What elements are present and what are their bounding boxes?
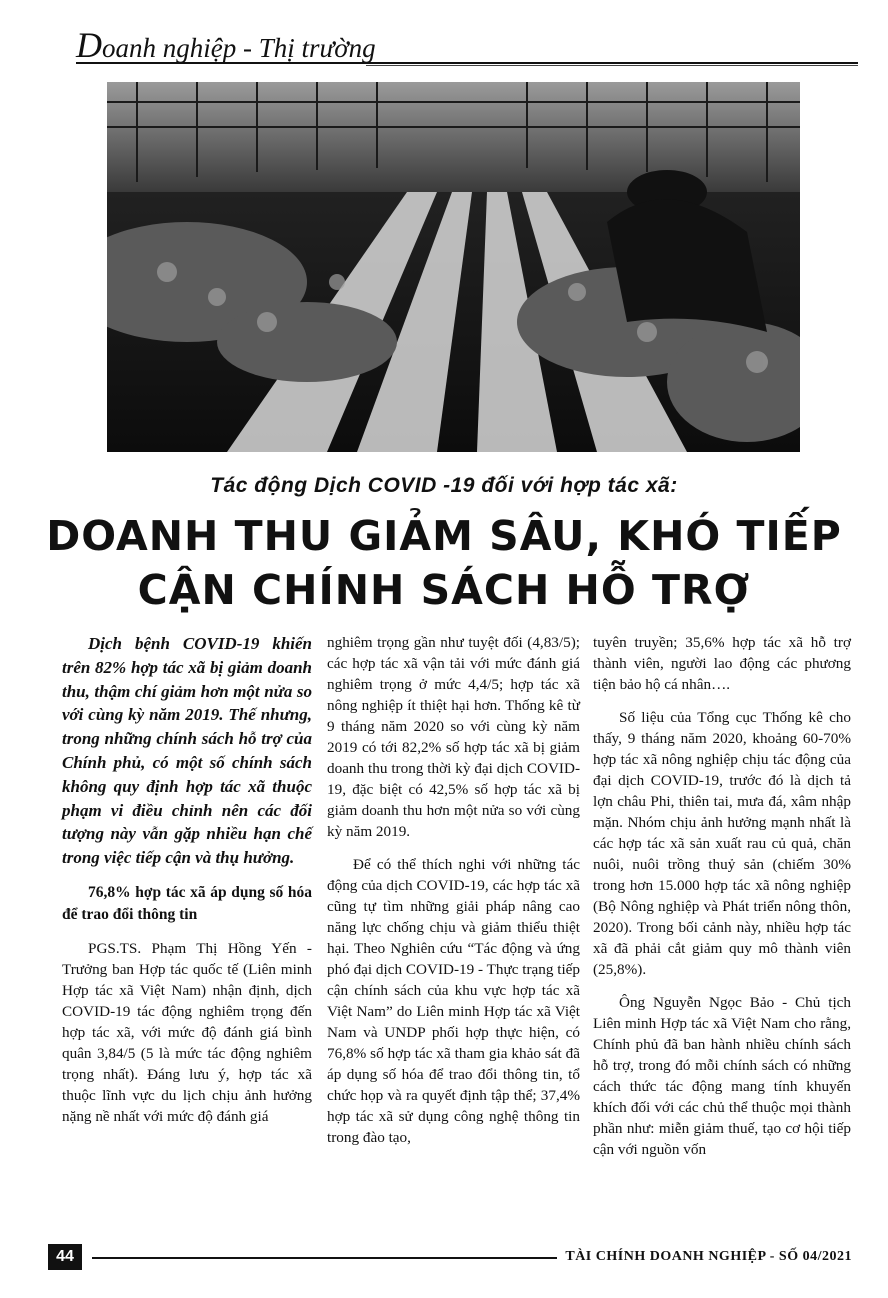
article-kicker: Tác động Dịch COVID -19 đối với hợp tác xã: — [210, 474, 678, 497]
page-number: 44 — [48, 1244, 82, 1270]
section-title — [76, 24, 376, 66]
paragraph: tuyên truyền; 35,6% hợp tác xã hỗ trợ thành viên, người lao động các phương tiện bảo hộ cá nhân…. — [593, 634, 851, 693]
column-2 — [327, 632, 580, 1160]
article-subheading: 76,8% hợp tác xã áp dụng số hóa để trao đổi thông tin — [62, 883, 312, 923]
greenhouse-photo-illustration — [107, 82, 800, 452]
column-3 — [593, 632, 851, 1172]
column-1 — [62, 632, 312, 1139]
publication-label: TÀI CHÍNH DOANH NGHIỆP - SỐ 04/2021 — [557, 1244, 852, 1270]
article-lead: Dịch bệnh COVID-19 khiến trên 82% hợp tác xã bị giảm doanh thu, thậm chí giảm hơn một nửa so với cùng kỳ năm 2019. Thế nhưng, trong những chính sách hỗ trợ của Chính phủ, có một số chính sách không quy định hợp tác xã thuộc phạm vi điều chỉnh nên các đối tượng này vẫn gặp nhiều hạn chế trong việc tiếp cận và thụ hưởng. — [62, 634, 312, 868]
paragraph: nghiêm trọng gần như tuyệt đối (4,83/5); các hợp tác xã vận tải với mức đánh giá nghiêm trọng ở mức 4,4/5; hợp tác xã nông nghiệp ít thiệt hại hơn. Thống kê từ 9 tháng năm 2020 so với cùng kỳ năm 2019 có tới 82,2% số hợp tác xã bị giảm doanh thu trong thời kỳ đại dịch COVID-19, đặc biệt có 42,5% số hợp tác xã bị giảm doanh thu hơn một nửa so với cùng kỳ năm 2019. — [327, 634, 580, 840]
article-photo — [107, 82, 800, 452]
paragraph: PGS.TS. Phạm Thị Hồng Yến - Trưởng ban Hợp tác quốc tế (Liên minh Hợp tác xã Việt Nam) nhận định, dịch COVID-19 tác động nghiêm trọng đến hợp tác xã, với mức độ đánh giá bình quân 3,84/5 (5 là mức tác động nghiêm trọng nhất). Đáng lưu ý, hợp tác xã thuộc lĩnh vực du lịch chịu ảnh hưởng nặng nề nhất với mức độ đánh giá — [62, 939, 312, 1125]
page-footer — [48, 1240, 852, 1274]
section-title-rest: oanh nghiệp - Thị trường — [102, 33, 376, 63]
paragraph: Số liệu của Tổng cục Thống kê cho thấy, 9 tháng năm 2020, khoảng 60-70% hợp tác xã nông nghiệp chịu tác động của đại dịch COVID-19, trước đó là dịch tả lợn châu Phi, thiên tai, mưa đá, xâm nhập mặn. Nhóm chịu ảnh hưởng mạnh nhất là các hợp tác xã sản xuất rau củ quả, chăn nuôi, nuôi trồng thuỷ sản (chiếm 30% trong hơn 15.000 hợp tác xã nông nghiệp (Bộ Nông nghiệp và Phát triển nông thôn, 2020). Trong bối cảnh này, nhiều hợp tác xã đã phải cắt giảm quy mô thành viên (25,8%). — [593, 709, 851, 978]
section-header — [76, 22, 858, 68]
section-title-initial: D — [76, 25, 102, 65]
headline-line-1: DOANH THU GIẢM SÂU, KHÓ TIẾP — [46, 512, 842, 560]
header-rule-thin — [366, 65, 858, 66]
headline-line-2: CẬN CHÍNH SÁCH HỖ TRỢ — [137, 566, 751, 614]
paragraph: Ông Nguyễn Ngọc Bảo - Chủ tịch Liên minh Hợp tác xã Việt Nam cho rằng, Chính phủ đã ban hành nhiều chính sách hỗ trợ, trong đó mỗi chính sách có những cách thức tác động mang tính khuyến khích đối với các chủ thể thuộc mọi thành phần như: miễn giảm thuế, tạo cơ hội tiếp cận với nguồn vốn — [593, 994, 851, 1158]
header-rule — [76, 62, 858, 64]
paragraph: Để có thể thích nghi với những tác động của dịch COVID-19, các hợp tác xã cũng tự tìm những giải pháp nâng cao năng lực chống chịu và giảm thiểu thiệt hại. Theo Nghiên cứu “Tác động và ứng phó đại dịch COVID-19 - Thực trạng tiếp cận chính sách của khu vực hợp tác xã Việt Nam” do Liên minh Hợp tác xã Việt Nam và UNDP phối hợp thực hiện, có 76,8% số hợp tác xã tham gia khảo sát đã áp dụng số hóa để trao đổi thông tin, tổ chức họp và ra quyết định tập thể; 37,4% hợp tác xã sử dụng công nghệ thông tin trong đào tạo, — [327, 856, 581, 1146]
